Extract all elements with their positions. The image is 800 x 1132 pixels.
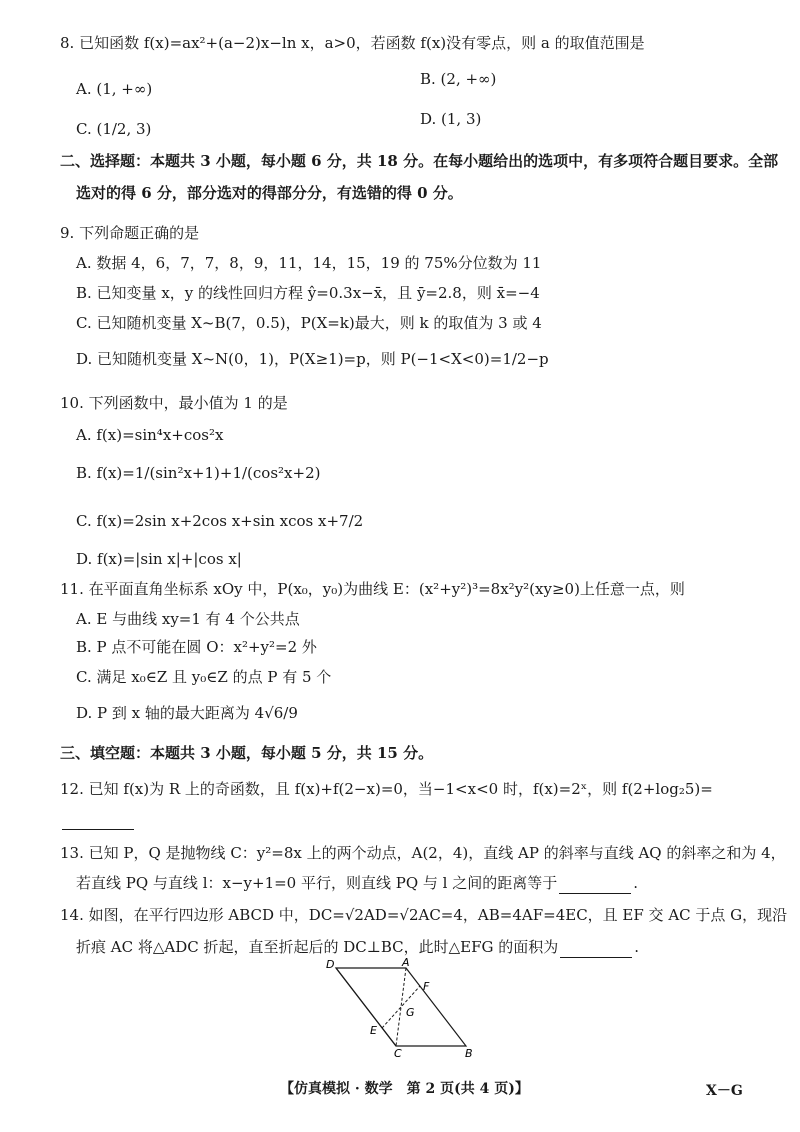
q13-line1: 13. 已知 P，Q 是抛物线 C：y²=8x 上的两个动点，A(2，4)，直线 AP 的斜率与直线 AQ 的斜率之和为 4， <box>60 844 786 862</box>
q14-line2-text: 折痕 AC 将△ADC 折起，直至折起后的 DC⊥BC，此时△EFG 的面积为 <box>76 938 559 956</box>
q11-option-a: A. E 与曲线 xy=1 有 4 个公共点 <box>76 610 300 628</box>
q14-answer-blank <box>560 941 632 958</box>
parallelogram-figure <box>320 958 490 1058</box>
q11-option-b: B. P 点不可能在圆 O：x²+y²=2 外 <box>76 638 317 656</box>
q8-stem: 8. 已知函数 f(x)=ax²+(a−2)x−ln x，a>0，若函数 f(x)没有零点，则 a 的取值范围是 <box>60 34 645 52</box>
footer-page-info: 【仿真模拟 · 数学 第 2 页(共 4 页)】 <box>280 1081 529 1097</box>
label-d: D <box>326 958 335 971</box>
q8-option-c: C. (1/2, 3) <box>76 120 152 138</box>
diagonal-ac <box>396 968 406 1046</box>
q12-stem: 12. 已知 f(x)为 R 上的奇函数，且 f(x)+f(2−x)=0，当−1<x<0 时，f(x)=2ˣ，则 f(2+log₂5)= <box>60 780 713 798</box>
q8-option-b: B. (2, +∞) <box>420 70 497 88</box>
section-2-line2: 选对的得 6 分，部分选对的得部分分，有选错的得 0 分。 <box>76 184 463 202</box>
q11-option-c: C. 满足 x₀∈Z 且 y₀∈Z 的点 P 有 5 个 <box>76 668 332 686</box>
label-f: F <box>423 980 430 993</box>
q10-option-a: A. f(x)=sin⁴x+cos²x <box>76 426 224 444</box>
q11-stem: 11. 在平面直角坐标系 xOy 中，P(x₀，y₀)为曲线 E：(x²+y²)³=8x²y²(xy≥0)上任意一点，则 <box>60 580 685 598</box>
q14-line1: 14. 如图，在平行四边形 ABCD 中，DC=√2AD=√2AC=4，AB=4AF=4EC，且 EF 交 AC 于点 G，现沿 <box>60 906 788 924</box>
parallelogram-outline <box>336 968 466 1046</box>
diagonal-dc <box>336 968 396 1046</box>
label-c: C <box>394 1047 402 1058</box>
q9-option-a: A. 数据 4，6，7，7，8，9，11，14，15，19 的 75%分位数为 11 <box>76 254 542 272</box>
section-2-line1: 二、选择题：本题共 3 小题，每小题 6 分，共 18 分。在每小题给出的选项中，有多项符合题目要求。全部 <box>60 152 779 170</box>
q9-option-d: D. 已知随机变量 X~N(0，1)，P(X≥1)=p，则 P(−1<X<0)=1/2−p <box>76 350 549 368</box>
q10-option-b: B. f(x)=1/(sin²x+1)+1/(cos²x+2) <box>76 464 321 482</box>
q9-stem: 9. 下列命题正确的是 <box>60 224 200 242</box>
label-b: B <box>465 1047 473 1058</box>
label-a: A <box>402 958 410 969</box>
q9-option-c: C. 已知随机变量 X~B(7，0.5)，P(X=k)最大，则 k 的取值为 3 或 4 <box>76 314 542 332</box>
q10-stem: 10. 下列函数中，最小值为 1 的是 <box>60 394 288 412</box>
q9-option-b: B. 已知变量 x，y 的线性回归方程 ŷ=0.3x−x̄，且 ȳ=2.8，则 x̄=−4 <box>76 284 540 302</box>
section-3-title: 三、填空题：本题共 3 小题，每小题 5 分，共 15 分。 <box>60 744 434 762</box>
label-g: G <box>406 1006 415 1019</box>
q14-line2: 折痕 AC 将△ADC 折起，直至折起后的 DC⊥BC，此时△EFG 的面积为 . <box>76 938 640 956</box>
q13-answer-blank <box>559 877 631 894</box>
q11-option-d: D. P 到 x 轴的最大距离为 4√6/9 <box>76 704 298 722</box>
q13-line2: 若直线 PQ 与直线 l：x−y+1=0 平行，则直线 PQ 与 l 之间的距离等于 . <box>76 874 639 892</box>
footer-code: X－G <box>706 1083 743 1099</box>
q13-line2-text: 若直线 PQ 与直线 l：x−y+1=0 平行，则直线 PQ 与 l 之间的距离等于 <box>76 874 558 892</box>
q8-option-a: A. (1, +∞) <box>76 80 153 98</box>
q10-option-c: C. f(x)=2sin x+2cos x+sin xcos x+7/2 <box>76 512 364 530</box>
q10-option-d: D. f(x)=|sin x|+|cos x| <box>76 550 242 568</box>
q12-answer-blank <box>60 808 136 830</box>
label-e: E <box>370 1024 377 1037</box>
q8-option-d: D. (1, 3) <box>420 110 482 128</box>
